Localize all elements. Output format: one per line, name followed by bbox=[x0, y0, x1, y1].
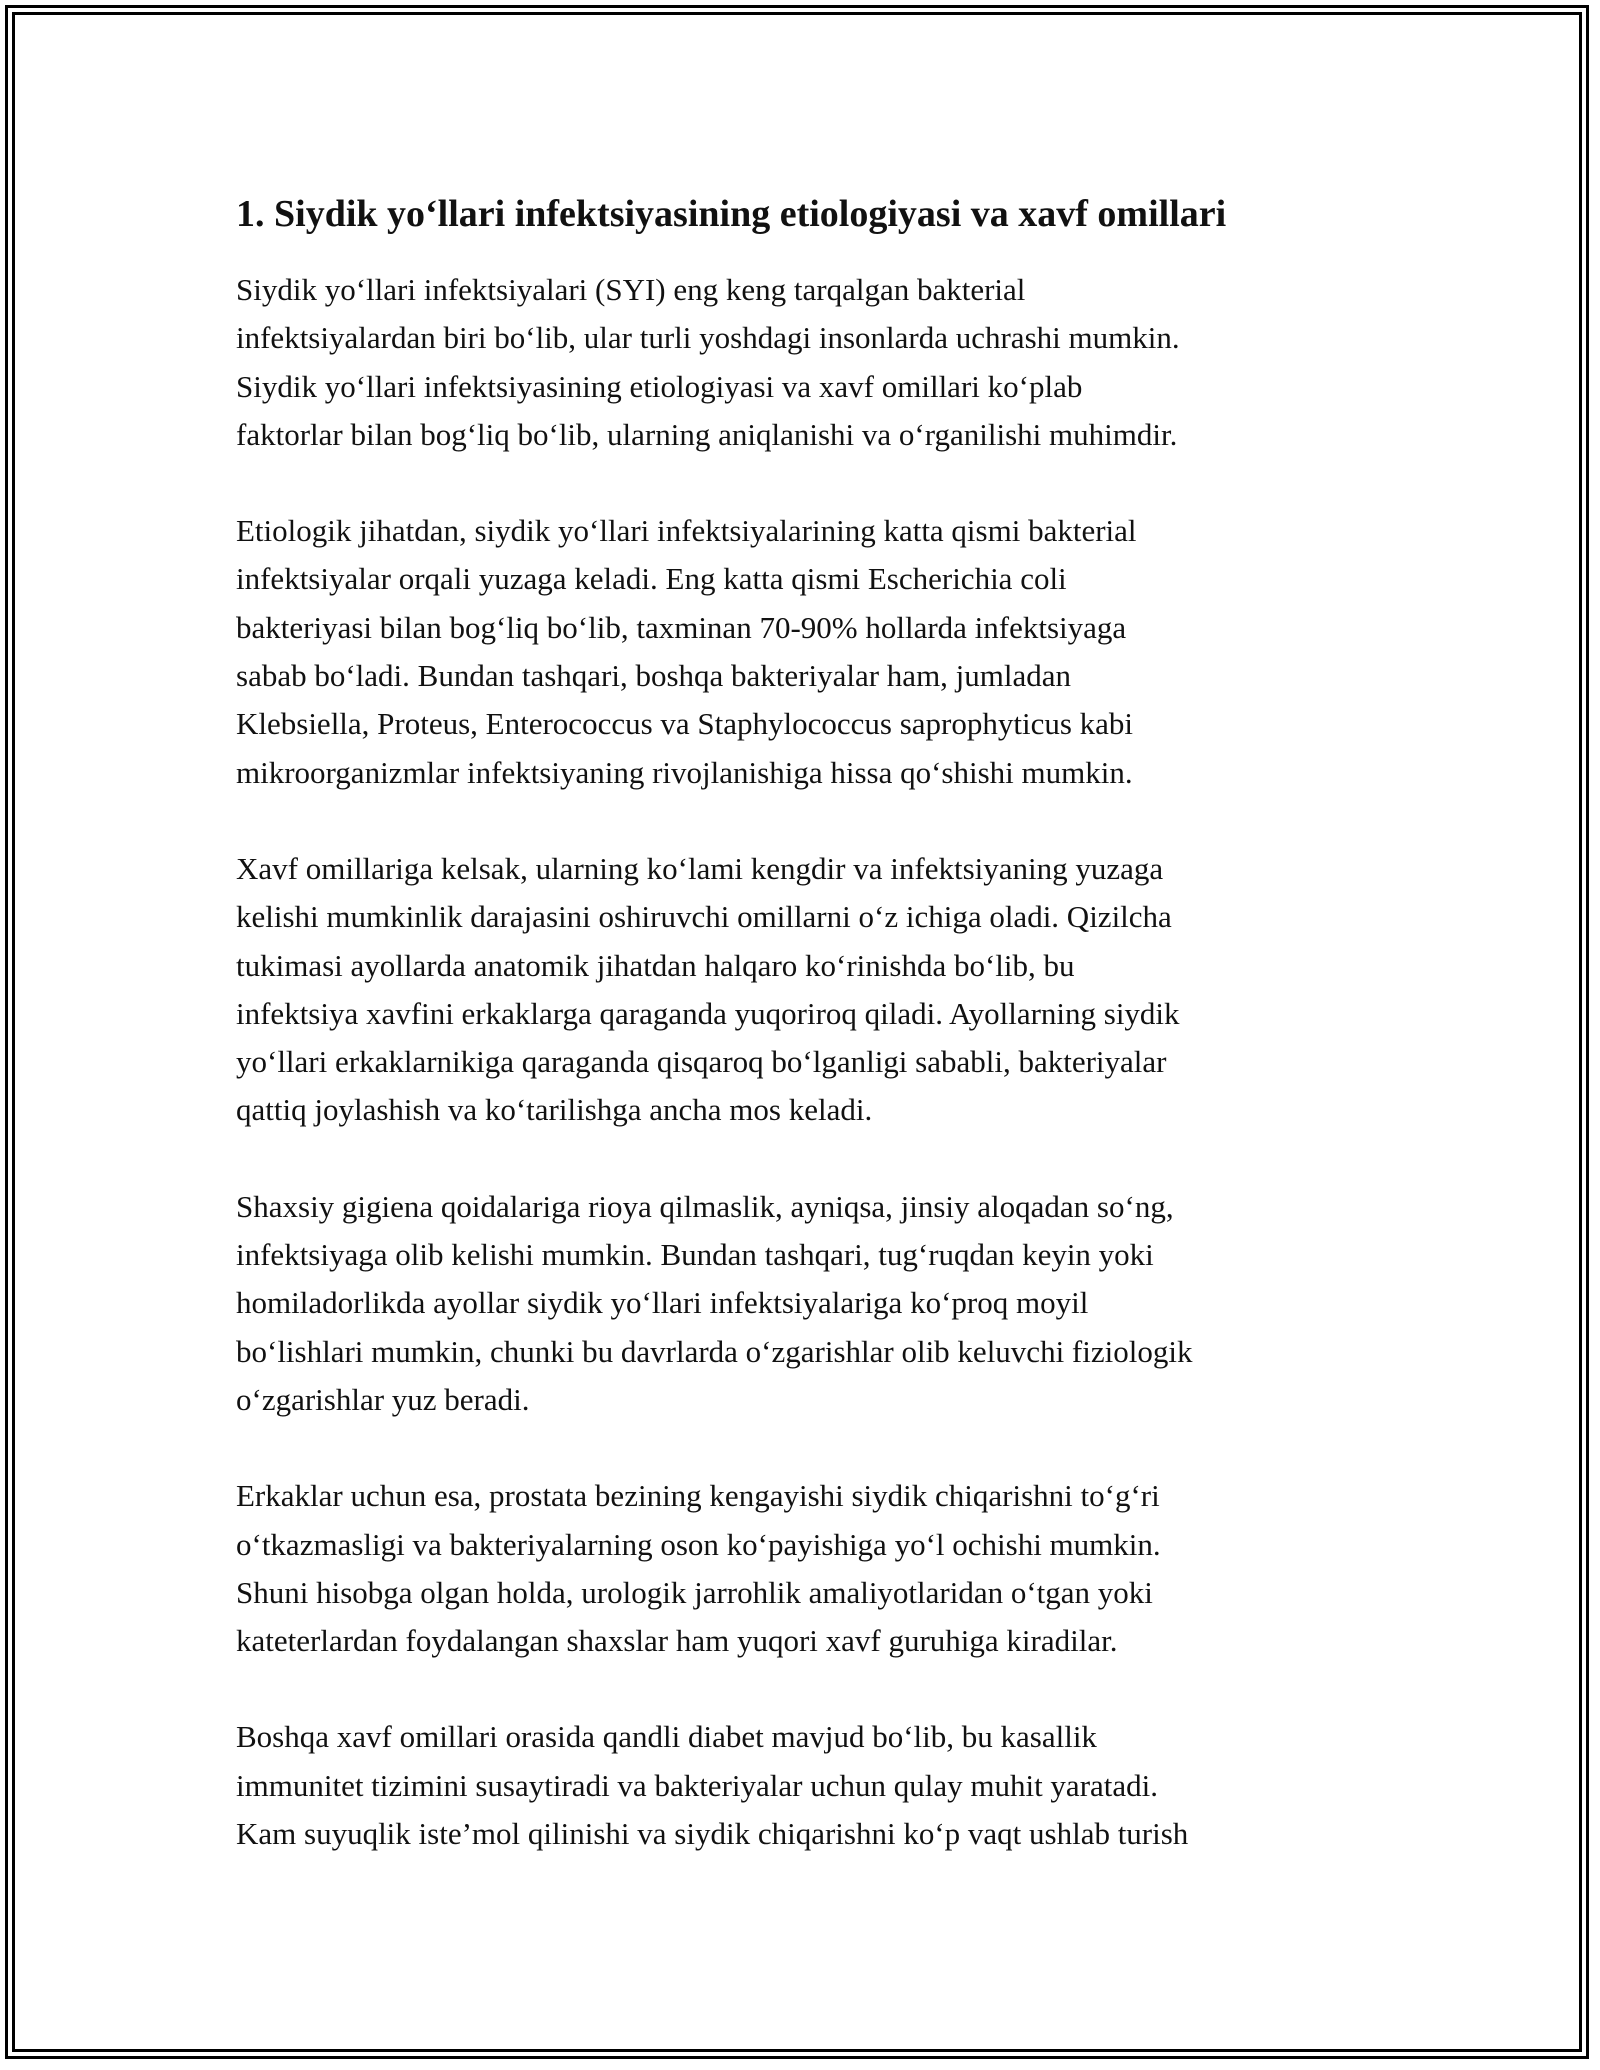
paragraph-intro: Siydik yo‘llari infektsiyalari (SYI) eng keng tarqalgan bakterial infektsiyalardan biri bo‘lib, ular turli yoshdagi insonlarda uchrashi mumkin. Siydik yo‘llari infektsiyasining etiologiyasi va xavf omillari ko‘plab faktorlar bilan bog‘liq bo‘lib, ularning aniqlanishi va o‘rganilishi muhimdir. bbox=[236, 272, 1180, 452]
paragraph-etiology: Etiologik jihatdan, siydik yo‘llari infektsiyalarining katta qismi bakterial infektsiyalar orqali yuzaga keladi. Eng katta qismi Escherichia coli bakteriyasi bilan bog‘liq bo‘lib, taxminan 70-90% hollarda infektsiyaga sabab bo‘ladi. Bundan tashqari, boshqa bakteriyalar ham, jumladan Klebsiella, Proteus, Enterococcus va Staphylococcus saprophyticus kabi mikroorganizmlar infektsiyaning rivojlanishiga hissa qo‘shishi mumkin. bbox=[236, 513, 1137, 790]
section-heading: 1. Siydik yo‘llari infektsiyasining etiologiyasi va xavf omillari bbox=[236, 193, 1227, 235]
paragraph-risk-factors: Xavf omillariga kelsak, ularning ko‘lami kengdir va infektsiyaning yuzaga kelishi mumkinlik darajasini oshiruvchi omillarni o‘z ichiga oladi. Qizilcha tukimasi ayollarda anatomik jihatdan halqaro ko‘rinishda bo‘lib, bu infektsiya xavfini erkaklarga qaraganda yuqoriroq qiladi. Ayollarning siydik yo‘llari erkaklarnikiga qaraganda qisqaroq bo‘lganligi sababli, bakteriyalar qattiq joylashish va ko‘tarilishga ancha mos keladi. bbox=[236, 850, 1180, 1128]
paragraph-hygiene: Shaxsiy gigiena qoidalariga rioya qilmaslik, ayniqsa, jinsiy aloqadan so‘ng, infektsiyaga olib kelishi mumkin. Bundan tashqari, tug‘ruqdan keyin yoki homiladorlikda ayollar siydik yo‘llari infektsiyalariga ko‘proq moyil bo‘lishlari mumkin, chunki bu davrlarda o‘zgarishlar olib keluvchi fiziologik o‘zgarishlar yuz beradi. bbox=[236, 1188, 1193, 1417]
paragraph-men: Erkaklar uchun esa, prostata bezining kengayishi siydik chiqarishni to‘g‘ri o‘tkazmasligi va bakteriyalarning oson ko‘payishiga yo‘l ochishi mumkin. Shuni hisobga olgan holda, urologik jarrohlik amaliyotlaridan o‘tgan yoki kateterlardan foydalangan shaxslar ham yuqori xavf guruhiga kiradilar. bbox=[236, 1478, 1161, 1659]
document-body bbox=[236, 186, 1386, 1906]
paragraph-other-factors: Boshqa xavf omillari orasida qandli diabet mavjud bo‘lib, bu kasallik immunitet tizimini susaytiradi va bakteriyalar uchun qulay muhit yaratadi. Kam suyuqlik iste’mol qilinishi va siydik chiqarishni ko‘p vaqt ushlab turish bbox=[236, 1719, 1189, 1852]
